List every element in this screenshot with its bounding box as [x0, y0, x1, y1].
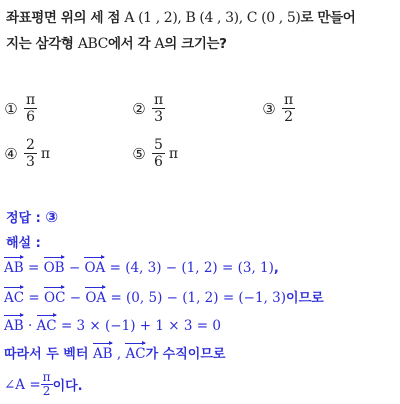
choice-1[interactable] — [4, 92, 37, 125]
choice-fraction: $\frac{\pi}{3}$ — [154, 92, 164, 125]
choice-fraction: $\frac{2}{3}$ — [26, 137, 35, 170]
answer-label: 정답 : — [6, 211, 46, 226]
question-text: 로 만들어 — [300, 10, 356, 26]
solution-line-1: AB = OB − OA = (4, 3) − (1, 2) = (3, 1), — [4, 255, 279, 276]
vector-AC: AC — [125, 341, 145, 362]
choice-3[interactable] — [262, 92, 295, 125]
solution-line-3: AB · AC = 3 × (−1) + 1 × 3 = 0 — [4, 313, 221, 334]
equation-rest: = (4, 3) − (1, 2) = (3, 1) — [109, 260, 274, 276]
choice-marker: ② — [132, 99, 146, 118]
equation-tail: , — [273, 261, 279, 276]
vector-OA: OA — [85, 285, 106, 306]
answer-mark: ③ — [45, 208, 59, 226]
answer-fraction: $\frac{\pi}{2}$ — [42, 370, 51, 398]
choice-2[interactable] — [132, 92, 165, 125]
solution-line-2: AC = OC − OA = (0, 5) − (1, 2) = (−1, 3)이므로 — [4, 285, 324, 306]
choice-5[interactable] — [132, 137, 178, 170]
equation-rest: = (0, 5) − (1, 2) = (−1, 3) — [110, 290, 287, 306]
triangle-name: ABC — [77, 36, 108, 52]
answer-line — [6, 207, 58, 226]
solution-text: 이다. — [52, 379, 83, 394]
choice-fraction: $\frac{\pi}{6}$ — [26, 92, 36, 125]
question-text: 좌표평면 위의 세 점 — [6, 10, 125, 26]
choice-4[interactable] — [4, 137, 50, 170]
vector-OB: OB — [44, 255, 65, 276]
solution-line-5 — [4, 371, 83, 398]
choice-marker: ① — [4, 99, 18, 118]
solution-text: 따라서 두 벡터 — [4, 347, 93, 362]
vector-AC: AC — [4, 285, 24, 306]
solution-text: 가 수직이므로 — [145, 347, 226, 362]
choice-marker: ④ — [4, 144, 18, 163]
vector-AC: AC — [37, 313, 57, 334]
question-line-1 — [6, 6, 355, 26]
choice-marker: ③ — [262, 99, 276, 118]
angle-vertex: A — [154, 36, 165, 52]
question-text: 지는 삼각형 — [6, 36, 78, 52]
angle-expression: ∠A = — [4, 376, 41, 393]
question-points: A (1 , 2), B (4 , 3), C (0 , 5) — [124, 10, 301, 26]
choice-fraction: $\frac{5}{6}$ — [154, 137, 163, 170]
question-text: 의 크기는? — [164, 36, 227, 52]
vector-AB: AB — [93, 341, 113, 362]
choice-fraction: $\frac{\pi}{2}$ — [284, 92, 294, 125]
choice-pi: π — [168, 145, 179, 162]
explain-label: 해설 : — [6, 236, 41, 251]
vector-OC: OC — [44, 285, 65, 306]
equation-tail: 이므로 — [286, 291, 324, 306]
choice-marker: ⑤ — [132, 144, 146, 163]
question-line-2 — [6, 32, 227, 52]
vector-AB: AB — [4, 255, 24, 276]
equation-rest: = 3 × (−1) + 1 × 3 = 0 — [60, 318, 221, 334]
vector-OA: OA — [84, 255, 105, 276]
choice-pi: π — [40, 145, 51, 162]
solution-line-4: 따라서 두 벡터 AB , AC가 수직이므로 — [4, 341, 225, 362]
vector-AB: AB — [4, 313, 24, 334]
question-text: 에서 각 — [107, 36, 155, 52]
